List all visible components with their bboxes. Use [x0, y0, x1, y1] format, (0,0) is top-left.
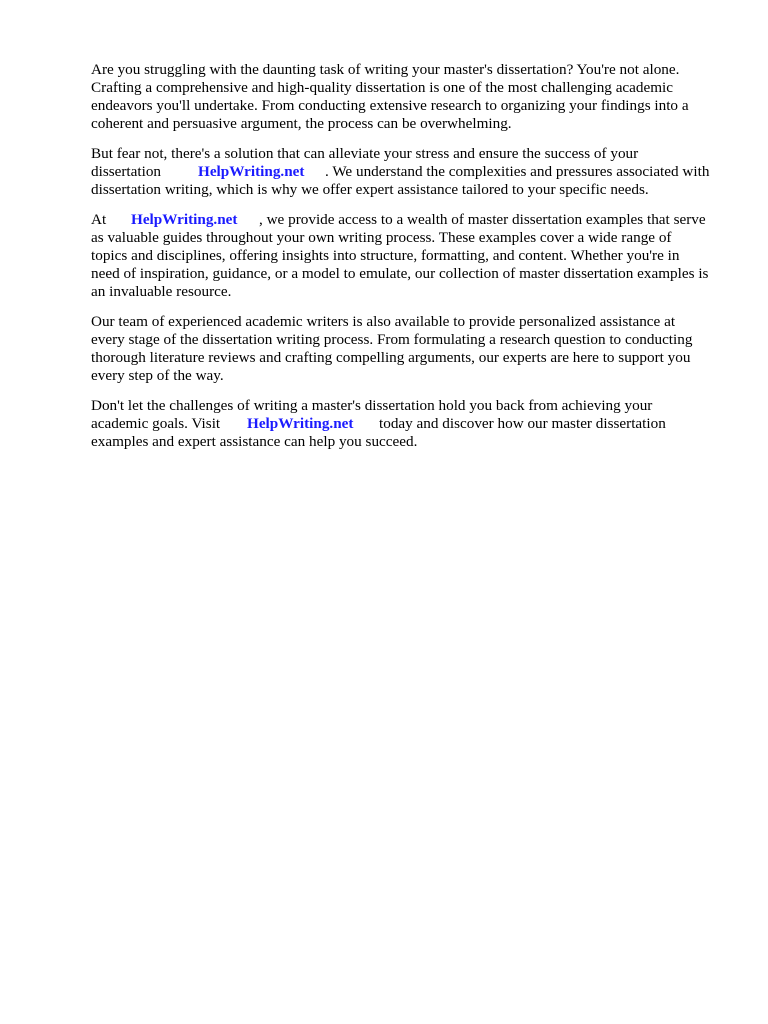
paragraph-line: coherent and persuasive argument, the process can be overwhelming.: [91, 115, 512, 132]
paragraph-line: every stage of the dissertation writing process. From formulating a research question to conducting: [91, 331, 693, 348]
paragraph-line: Don't let the challenges of writing a master's dissertation hold you back from achieving your: [91, 397, 653, 414]
paragraph-line: examples and expert assistance can help you succeed.: [91, 433, 418, 450]
paragraph-line: need of inspiration, guidance, or a model to emulate, our collection of master dissertation examples is: [91, 265, 709, 282]
paragraph-line: Are you struggling with the daunting task of writing your master's dissertation? You're not alone.: [91, 61, 680, 78]
helpwriting-link[interactable]: HelpWriting.net: [198, 163, 305, 180]
paragraph-line: But fear not, there's a solution that can alleviate your stress and ensure the success of your: [91, 145, 639, 162]
paragraph-line: dissertation writing, which is why we offer expert assistance tailored to your specific needs.: [91, 181, 649, 198]
line-text: dissertation: [91, 163, 162, 180]
paragraph-line: as valuable guides throughout your own writing process. These examples cover a wide range of: [91, 229, 672, 246]
paragraph-line: [91, 415, 731, 433]
line-text: today and discover how our master dissertation: [379, 415, 666, 432]
paragraph-line: every step of the way.: [91, 367, 224, 384]
paragraph-line: endeavors you'll undertake. From conducting extensive research to organizing your findings into a: [91, 97, 689, 114]
paragraph-line: Crafting a comprehensive and high-quality dissertation is one of the most challenging academic: [91, 79, 674, 96]
line-text: , we provide access to a wealth of master dissertation examples that serve: [259, 211, 706, 228]
paragraph-line: [91, 211, 731, 229]
helpwriting-link[interactable]: HelpWriting.net: [247, 415, 354, 432]
paragraph-line: [91, 163, 731, 181]
paragraph-line: thorough literature reviews and crafting compelling arguments, our experts are here to support you: [91, 349, 691, 366]
helpwriting-link[interactable]: HelpWriting.net: [131, 211, 238, 228]
line-text: academic goals. Visit: [91, 415, 221, 432]
paragraph-line: an invaluable resource.: [91, 283, 232, 300]
line-text: At: [91, 211, 107, 228]
line-text: . We understand the complexities and pressures associated with: [325, 163, 710, 180]
paragraph-line: Our team of experienced academic writers is also available to provide personalized assistance at: [91, 313, 676, 330]
paragraph-line: topics and disciplines, offering insights into structure, formatting, and content. Whether you're in: [91, 247, 680, 264]
